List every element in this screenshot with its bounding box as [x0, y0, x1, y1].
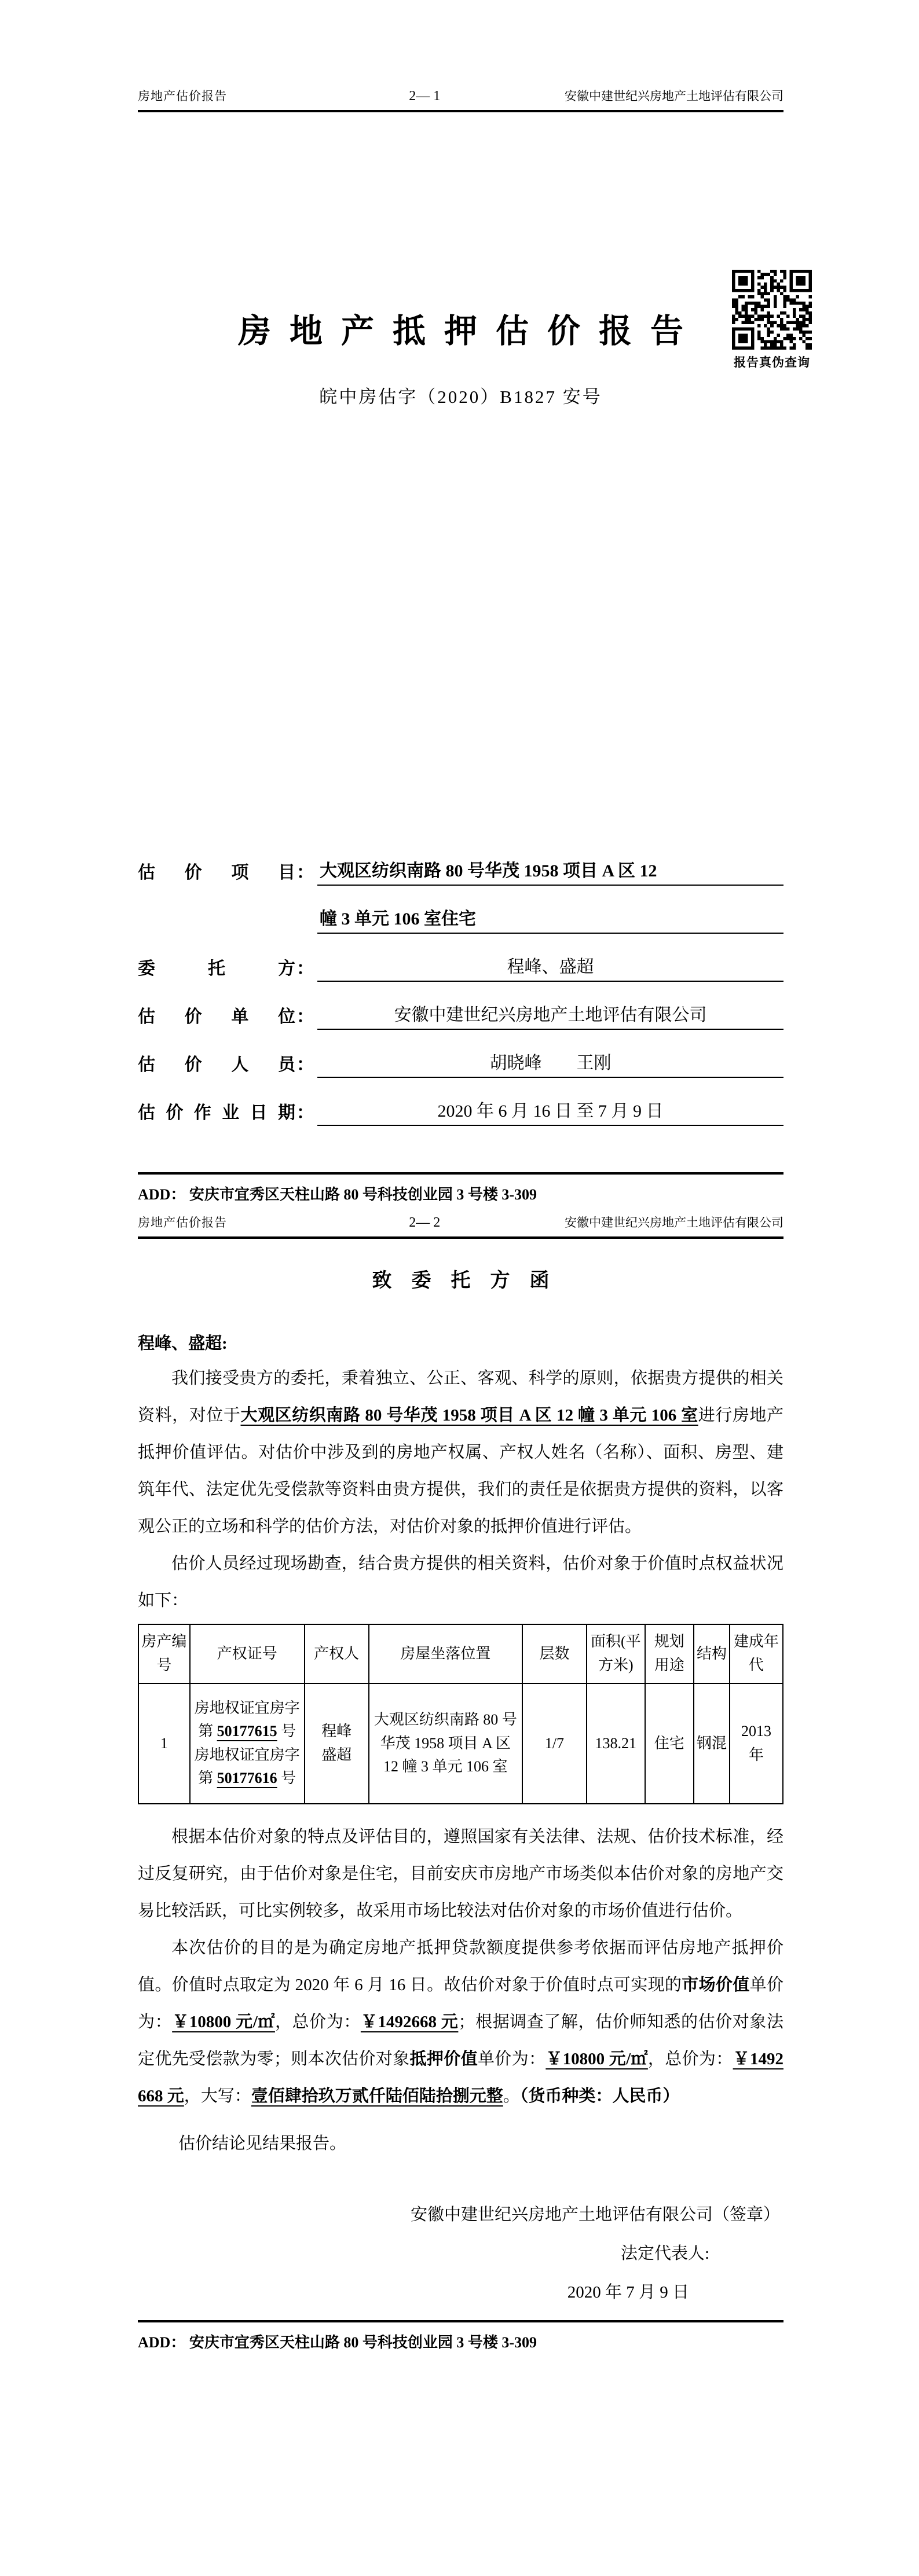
salutation: 程峰、盛超: — [138, 1334, 228, 1353]
mortgage-total-price: ￥1492668 元 — [138, 2049, 783, 2105]
paragraph-method: 根据本估价对象的特点及评估目的，遵照国家有关法律、法规、估价技术标准，经过反复研究，由于估价对象是住宅，目前安庆市房地产市场类似本估价对象的房地产交易比较活跃，可比实例较多，故采用市场比较法对估价对象的市场价值进行估价。 — [138, 1827, 783, 1920]
paragraph-survey: 估价人员经过现场勘查，结合贵方提供的相关资料，估价对象于价值时点权益状况如下： — [138, 1554, 783, 1610]
cell-property-no: 1 — [138, 1683, 190, 1804]
field-date-row — [138, 1078, 783, 1126]
table-header-row — [138, 1624, 783, 1683]
text-run: 单价为： — [477, 2049, 546, 2068]
location-line: 12 幢 3 单元 106 室 — [383, 1757, 508, 1775]
field-agency-value: 安徽中建世纪兴房地产土地评估有限公司 — [317, 1004, 783, 1030]
running-header-report-type: 房地产估价报告 — [138, 89, 227, 103]
field-client-value: 程峰、盛超 — [317, 956, 783, 982]
page1-footer-address: ADD： 安庆市宜秀区天柱山路 80 号科技创业园 3 号楼 3-309 — [138, 1172, 783, 1204]
page-number: 2— 2 — [409, 1215, 441, 1230]
running-header-company: 安徽中建世纪兴房地产土地评估有限公司 — [565, 1216, 783, 1230]
market-value-term: 市场价值 — [682, 1975, 750, 1994]
qr-caption: 报告真伪查询 — [734, 355, 810, 369]
col-header-area: 面积(平方米) — [587, 1624, 645, 1683]
field-staff-row — [138, 1030, 783, 1078]
cover-fields — [138, 838, 783, 1126]
cert-pre: 第 — [198, 1769, 217, 1786]
appraisal-report-document — [0, 87, 919, 2576]
market-total-price: ￥1492668 元 — [360, 2012, 459, 2031]
field-project-label: 估价项目 — [138, 863, 295, 882]
paragraph-conclusion: 估价结论见结果报告。 — [178, 2134, 347, 2153]
letter-title: 致委托方函 — [372, 1270, 569, 1291]
signature-date: 2020 年 7 月 9 日 — [567, 2283, 689, 2302]
amount-in-words: 壹佰肆拾玖万贰仟陆佰陆拾捌元整 — [251, 2086, 503, 2105]
field-project-row2 — [138, 886, 783, 934]
cell-structure: 钢混 — [694, 1683, 730, 1804]
paragraph-commission — [138, 1360, 783, 1545]
qr-code — [732, 270, 812, 350]
col-header-location: 房屋坐落位置 — [369, 1624, 522, 1683]
cert-prefix: 房地权证宜房字 — [194, 1746, 300, 1763]
page2-footer-address: ADD： 安庆市宜秀区天柱山路 80 号科技创业园 3 号楼 3-309 — [138, 2320, 783, 2352]
col-header-cert-no: 产权证号 — [190, 1624, 305, 1683]
field-agency-label: 估价单位 — [138, 1007, 295, 1026]
page1-running-header — [138, 87, 783, 112]
text-run: 。 — [503, 2086, 520, 2105]
field-colon: ： — [296, 863, 314, 882]
cert-number-1: 50177615 — [217, 1723, 277, 1740]
cell-year: 2013 年 — [730, 1683, 783, 1804]
cell-floor: 1/7 — [522, 1683, 587, 1804]
field-colon: ： — [296, 1055, 314, 1074]
text-run: ；根据调查了解，估价师知悉的估价对象法定优先受偿款为零；则本次估价对象 — [138, 2012, 783, 2068]
signature-company: 安徽中建世纪兴房地产土地评估有限公司（签章） — [410, 2205, 780, 2224]
owner-name: 盛超 — [321, 1746, 352, 1763]
field-staff-value: 胡晓峰 王刚 — [317, 1052, 783, 1078]
col-header-year: 建成年代 — [730, 1624, 783, 1683]
field-colon: ： — [296, 1103, 314, 1122]
text-run: 单价为： — [138, 1975, 783, 2031]
mortgage-value-term: 抵押价值 — [409, 2049, 478, 2068]
col-header-structure: 结构 — [694, 1624, 730, 1683]
page2-running-header — [138, 1213, 783, 1239]
cell-use: 住宅 — [645, 1683, 694, 1804]
col-header-property-no: 房产编号 — [138, 1624, 190, 1683]
page-number: 2— 1 — [409, 89, 441, 104]
mortgage-unit-price: ￥10800 元/㎡ — [545, 2049, 648, 2068]
text-run: ，总价为： — [647, 2049, 733, 2068]
field-client-label: 委托方 — [138, 959, 295, 978]
cell-area: 138.21 — [587, 1683, 645, 1804]
subject-property-address: 大观区纺织南路 80 号华茂 1958 项目 A 区 12 幢 3 单元 106 室 — [240, 1406, 698, 1425]
qr-verification-block — [731, 270, 813, 370]
paragraph-valuation — [138, 1929, 783, 2115]
text-run: ，大写： — [184, 2086, 251, 2105]
cert-prefix: 房地权证宜房字 — [194, 1700, 300, 1717]
field-agency-row — [138, 982, 783, 1030]
cell-cert-no — [190, 1683, 305, 1804]
field-client-row — [138, 934, 783, 982]
location-line: 华茂 1958 项目 A 区 — [380, 1734, 511, 1752]
field-date-value: 2020 年 6 月 16 日 至 7 月 9 日 — [317, 1100, 783, 1126]
owner-name: 程峰 — [321, 1723, 352, 1740]
location-line: 大观区纺织南路 80 号 — [374, 1711, 517, 1729]
signature-legal-representative: 法定代表人: — [620, 2244, 709, 2263]
cert-suf: 号 — [277, 1769, 296, 1786]
field-project-value-line1: 大观区纺织南路 80 号华茂 1958 项目 A 区 12 — [317, 860, 783, 886]
property-rights-table — [138, 1624, 783, 1804]
cell-owner — [305, 1683, 369, 1804]
running-header-report-type: 房地产估价报告 — [138, 1216, 227, 1230]
cell-location — [369, 1683, 522, 1804]
text-run: 进行房地产抵押价值评估。对估价中涉及到的房地产权属、产权人姓名（名称）、面积、房型、建筑年代、法定优先受偿款等资料由贵方提供，我们的责任是依据贵方提供的资料，以客观公正的立场和科学的估价方法，对估价对象的抵押价值进行评估。 — [138, 1406, 783, 1536]
text-run: 我们接受贵方的委托，秉着独立、公正、客观、科学的原则，依据贵方提供的相关资料，对位于 — [138, 1368, 783, 1425]
currency-note: （货币种类：人民币） — [519, 2086, 680, 2105]
field-colon: ： — [296, 959, 314, 978]
field-date-label: 估价作业日期 — [138, 1103, 295, 1122]
market-unit-price: ￥10800 元/㎡ — [172, 2012, 275, 2031]
text-run: 本次估价的目的是为确定房地产抵押贷款额度提供参考依据而评估房地产抵押价值。价值时点取定为 2020 年 6 月 16 日。故估价对象于价值时点可实现的 — [138, 1938, 783, 1994]
field-colon: ： — [296, 1007, 314, 1026]
cert-number-2: 50177616 — [217, 1769, 277, 1786]
text-run: ，总价为： — [274, 2012, 361, 2031]
field-staff-label: 估价人员 — [138, 1055, 295, 1074]
col-header-floor: 层数 — [522, 1624, 587, 1683]
col-header-use: 规划用途 — [645, 1624, 694, 1683]
cert-suf: 号 — [277, 1723, 296, 1740]
document-number: 皖中房估字（2020）B1827 安号 — [319, 387, 602, 407]
running-header-company: 安徽中建世纪兴房地产土地评估有限公司 — [565, 89, 783, 103]
cert-pre: 第 — [198, 1723, 217, 1740]
field-project-value-line2: 幢 3 单元 106 室住宅 — [317, 908, 783, 934]
report-title: 房地产抵押估价报告 — [238, 313, 702, 350]
col-header-owner: 产权人 — [305, 1624, 369, 1683]
signature-block — [138, 2196, 783, 2312]
field-project-row1 — [138, 838, 783, 886]
table-row — [138, 1683, 783, 1804]
